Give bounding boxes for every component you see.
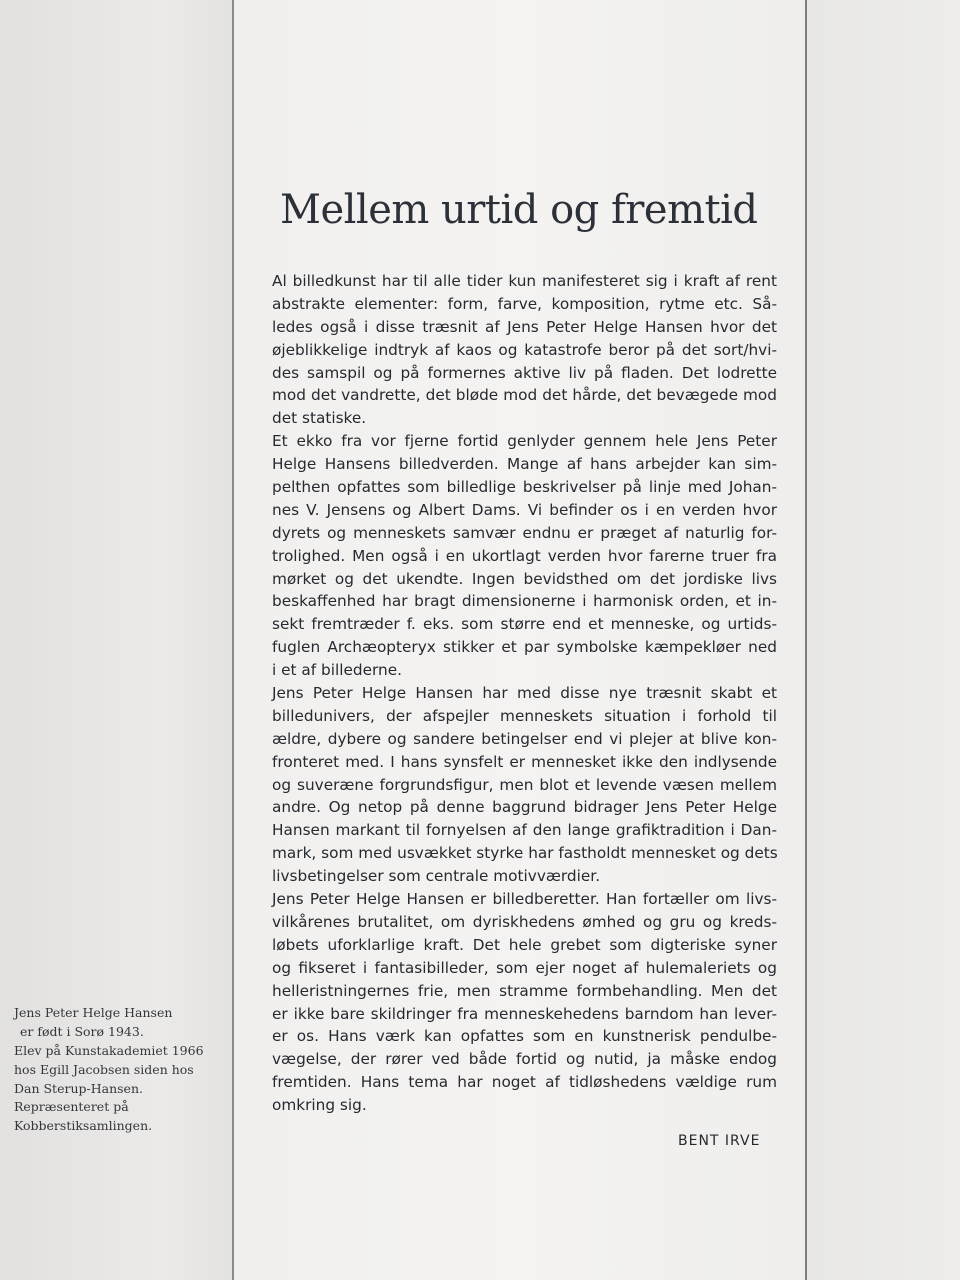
article-body: [272, 270, 777, 1117]
body-line: nes V. Jensens og Albert Dams. Vi befinder os i en verden hvor: [272, 500, 777, 519]
body-line: Al billedkunst har til alle tider kun manifesteret sig i kraft af rent: [272, 272, 777, 290]
bio-line: Jens Peter Helge Hansen: [14, 1005, 173, 1020]
bio-line: er født i Sorø 1943.: [20, 1023, 144, 1039]
body-line: løbets uforklarlige kraft. Det hele grebet som digteriske syner: [272, 935, 777, 954]
bio-line: Dan Sterup-Hansen.: [14, 1080, 143, 1096]
body-line: i et af billederne.: [272, 661, 402, 680]
body-line: vægelse, der rører ved både fortid og nutid, ja måske endog: [272, 1050, 777, 1069]
body-line: ledes også i disse træsnit af Jens Peter Helge Hansen hvor det: [272, 317, 777, 336]
body-line: sekt fremtræder f. eks. som større end et menneske, og urtids-: [272, 615, 777, 634]
body-line: Helge Hansens billedverden. Mange af hans arbejder kan sim-: [272, 455, 777, 474]
body-line: beskaffenhed har bragt dimensionerne i harmonisk orden, et in-: [272, 592, 777, 611]
body-line: ældre, dybere og sandere betingelser end vi plejer at blive kon-: [272, 729, 777, 748]
body-line: trolighed. Men også i en ukortlagt verden hvor farerne truer fra: [272, 546, 777, 565]
body-line: Hansen markant til fornyelsen af den lange grafiktradition i Dan-: [272, 821, 777, 840]
body-line: des samspil og på formernes aktive liv på fladen. Det lodrette: [272, 363, 777, 382]
body-line: abstrakte elementer: form, farve, komposition, rytme etc. Så-: [272, 294, 777, 313]
body-line: mørket og det ukendte. Ingen bevidsthed om det jordiske livs: [272, 569, 777, 588]
body-line: fuglen Archæopteryx stikker et par symbolske kæmpekløer ned: [272, 638, 777, 657]
body-line: mark, som med usvækket styrke har fastholdt mennesket og dets: [272, 844, 778, 863]
article-title: Mellem urtid og fremtid: [280, 187, 758, 233]
body-line: dyrets og menneskets samvær endnu er præget af naturlig for-: [272, 523, 777, 542]
author-signature: BENT IRVE: [678, 1133, 761, 1149]
bio-line: Elev på Kunstakademiet 1966: [14, 1042, 204, 1058]
bio-line: Kobberstiksamlingen.: [14, 1118, 153, 1134]
right-page: [807, 0, 960, 1280]
bio-line: hos Egill Jacobsen siden hos: [14, 1061, 194, 1077]
body-line: livsbetingelser som centrale motivværdier.: [272, 867, 601, 886]
body-line: og suveræne forgrundsfigur, men blot et levende væsen mellem: [272, 775, 777, 794]
body-line: omkring sig.: [272, 1096, 367, 1115]
body-line: vilkårenes brutalitet, om dyriskhedens ømhed og gru og kreds-: [272, 912, 777, 931]
body-line: Et ekko fra vor fjerne fortid genlyder gennem hele Jens Peter: [272, 432, 777, 451]
body-line: er ikke bare skildringer fra menneskehedens barndom han lever-: [272, 1004, 777, 1023]
body-line: fremtiden. Hans tema har noget af tidløshedens vældige rum: [272, 1073, 777, 1092]
artist-bio: [14, 1004, 224, 1136]
body-line: Jens Peter Helge Hansen er billedberetter. Han fortæller om livs-: [272, 890, 777, 909]
body-line: billedunivers, der afspejler menneskets situation i forhold til: [272, 706, 777, 725]
body-line: er os. Hans værk kan opfattes som en kunstnerisk pendulbe-: [272, 1027, 777, 1046]
body-line: andre. Og netop på denne baggrund bidrager Jens Peter Helge: [272, 798, 777, 817]
body-line: det statiske.: [272, 409, 367, 428]
body-line: fronteret med. I hans synsfelt er mennesket ikke den indlysende: [272, 752, 777, 771]
body-line: pelthen opfattes som billedlige beskrivelser på linje med Johan-: [272, 478, 777, 497]
body-line: helleristningernes frie, men stramme formbehandling. Men det: [272, 981, 777, 1000]
body-line: øjeblikkelige indtryk af kaos og katastrofe beror på det sort/hvi-: [272, 340, 777, 359]
body-line: Jens Peter Helge Hansen har med disse nye træsnit skabt et: [272, 684, 777, 703]
bio-line: Repræsenteret på: [14, 1099, 129, 1115]
body-line: og fikseret i fantasibilleder, som ejer noget af hulemaleriets og: [272, 958, 777, 977]
body-line: mod det vandrette, det bløde mod det hårde, det bevægede mod: [272, 386, 777, 405]
